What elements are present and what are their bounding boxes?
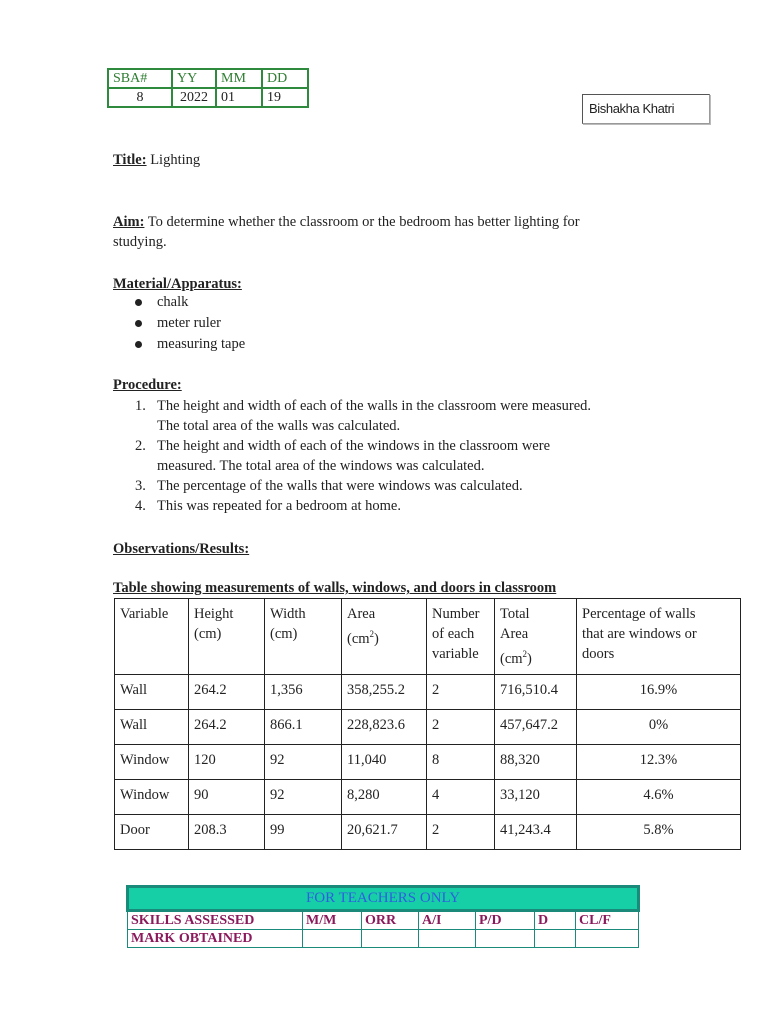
mark-cell: [362, 930, 419, 948]
skill-cell: A/I: [419, 911, 476, 930]
list-item: 2. The height and width of each of the windows in the classroom were measured. The total area of the windows was calculated.: [135, 438, 551, 474]
table-row: Wall 264.2 866.1 228,823.6 2 457,647.2 0%: [115, 710, 741, 745]
title-line: [113, 150, 200, 170]
materials-heading: Material/Apparatus:: [113, 276, 242, 292]
aim-line: [113, 212, 580, 232]
list-item: measuring tape: [113, 334, 245, 355]
list-item: 3. The percentage of the walls that were windows was calculated.: [135, 478, 523, 494]
materials-list: [113, 292, 245, 355]
mark-cell: [576, 930, 639, 948]
sba-value-cell: 2022: [172, 88, 216, 107]
step-number: 2.: [135, 438, 146, 454]
skill-cell: M/M: [303, 911, 362, 930]
column-header: Total Area $(cm^2)$: [495, 599, 577, 675]
aim-text: To determine whether the classroom or the bedroom has better lighting for: [144, 214, 580, 230]
column-header: Variable: [115, 599, 189, 675]
skill-cell: P/D: [476, 911, 535, 930]
skill-cell: CL/F: [576, 911, 639, 930]
table-row: Wall 264.2 1,356 358,255.2 2 716,510.4 16.9%: [115, 675, 741, 710]
sba-header-cell: DD: [262, 69, 308, 88]
sba-header-cell: MM: [216, 69, 262, 88]
step-number: 4.: [135, 498, 146, 514]
sba-header-cell: SBA#: [108, 69, 172, 88]
list-item: chalk: [113, 292, 245, 313]
list-item: 4. This was repeated for a bedroom at home.: [135, 498, 401, 514]
sba-value-cell: 8: [108, 88, 172, 107]
title-label: Title:: [113, 152, 147, 168]
skill-cell: D: [535, 911, 576, 930]
mark-cell: [303, 930, 362, 948]
observations-heading: Observations/Results:: [113, 541, 250, 557]
skill-cell: ORR: [362, 911, 419, 930]
list-item: meter ruler: [113, 313, 245, 334]
measurements-table: [114, 598, 741, 850]
table-row: Window 120 92 11,040 8 88,320 12.3%: [115, 745, 741, 780]
aim-label: Aim:: [113, 214, 145, 230]
table-row: Door 208.3 99 20,621.7 2 41,243.4 5.8%: [115, 815, 741, 850]
skills-assessed-label: SKILLS ASSESSED: [128, 911, 303, 930]
column-header: Number of each variable: [427, 599, 495, 675]
column-header: Width (cm): [265, 599, 342, 675]
table-caption: Table showing measurements of walls, windows, and doors in classroom: [113, 580, 557, 596]
mark-obtained-label: MARK OBTAINED: [128, 930, 303, 948]
column-header: Height (cm): [189, 599, 265, 675]
column-header: Area $(cm^2)$: [342, 599, 427, 675]
sba-value-cell: 01: [216, 88, 262, 107]
list-item: 1. The height and width of each of the walls in the classroom were measured. The total area of the walls was calculated.: [135, 398, 592, 434]
mark-cell: [535, 930, 576, 948]
table-header-row: [115, 599, 741, 675]
teachers-banner: FOR TEACHERS ONLY: [128, 887, 639, 911]
student-name-box: Bishakha Khatri: [582, 94, 710, 124]
aim-text-continued: studying.: [113, 234, 167, 250]
mark-cell: [476, 930, 535, 948]
title-text: Lighting: [146, 152, 201, 168]
sba-header-cell: YY: [172, 69, 216, 88]
step-number: 1.: [135, 398, 146, 414]
teachers-only-table: [126, 885, 640, 948]
sba-value-cell: 19: [262, 88, 308, 107]
step-number: 3.: [135, 478, 146, 494]
procedure-list: [113, 396, 673, 516]
table-row: Window 90 92 8,280 4 33,120 4.6%: [115, 780, 741, 815]
sba-table: [107, 68, 309, 108]
column-header: Percentage of walls that are windows or doors: [577, 599, 741, 675]
mark-cell: [419, 930, 476, 948]
procedure-heading: Procedure:: [113, 377, 182, 393]
